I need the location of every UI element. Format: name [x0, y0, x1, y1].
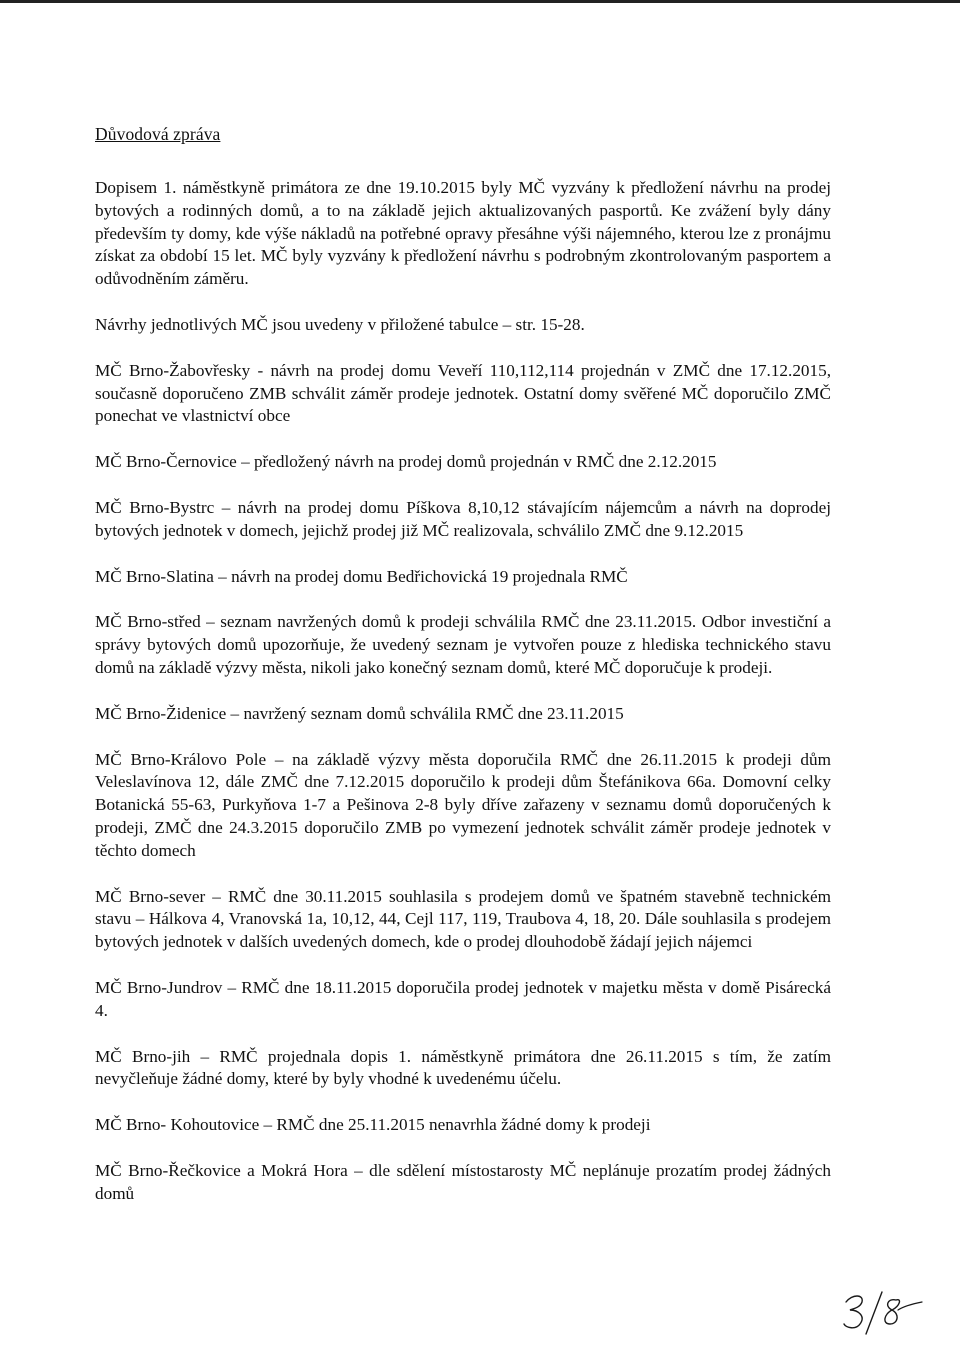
paragraph-cernovice: MČ Brno-Černovice – předložený návrh na prodej domů projednán v RMČ dne 2.12.2015 [95, 452, 717, 472]
paragraph-zidenice: MČ Brno-Židenice – navržený seznam domů schválila RMČ dne 23.11.2015 [95, 703, 624, 723]
handwritten-page-mark [838, 1280, 928, 1340]
document-heading: Důvodová zpráva [95, 124, 221, 144]
paragraph-bystrc: MČ Brno-Bystrc – návrh na prodej domu Píškova 8,10,12 stávajícím nájemcům a návrh na doprodej bytových jednotek v domech, jejichž prodej již MČ realizovala, schválilo ZMČ dne 9.12.2015 [95, 497, 831, 540]
paragraph-reckovice: MČ Brno-Řečkovice a Mokrá Hora – dle sdělení místostarosty MČ neplánuje prozatím prodej žádných domů [95, 1160, 831, 1203]
paragraph-kralovo-pole: MČ Brno-Královo Pole – na základě výzvy města doporučila RMČ dne 26.11.2015 k prodeji dům Veleslavínova 12, dále ZMČ dne 7.12.2015 doporučilo k prodeji dům Štefánikova 66a. Domovní celky Botanická 55-63, Purkyňova 1-7 a Pešinova 2-8 byly dříve zařazeny v seznamu domů doporučených k prodeji, ZMČ dne 24.3.2015 doporučilo ZMB po vymezení jednotek schválit záměr prodeje jednotek v těchto domech [95, 749, 831, 860]
paragraph-zabovresky: MČ Brno-Žabovřesky - návrh na prodej domu Veveří 110,112,114 projednán v ZMČ dne 17.12.2015, současně doporučeno ZMB schválit záměr prodeje jednotek. Ostatní domy svěřené MČ doporučilo ZMČ ponechat ve vlastnictví obce [95, 360, 831, 426]
paragraph-proposals-table: Návrhy jednotlivých MČ jsou uvedeny v přiložené tabulce – str. 15-28. [95, 314, 585, 334]
paragraph-jundrov: MČ Brno-Jundrov – RMČ dne 18.11.2015 doporučila prodej jednotek v majetku města v domě Pisárecká 4. [95, 977, 831, 1020]
paragraph-kohoutovice: MČ Brno- Kohoutovice – RMČ dne 25.11.2015 nenavrhla žádné domy k prodeji [95, 1115, 651, 1135]
paragraph-jih: MČ Brno-jih – RMČ projednala dopis 1. náměstkyně primátora dne 26.11.2015 s tím, že zatím nevyčleňuje žádné domy, které by byly vhodné k uvedenému účelu. [95, 1046, 831, 1089]
paragraph-intro: Dopisem 1. náměstkyně primátora ze dne 19.10.2015 byly MČ vyzvány k předložení návrhu na prodej bytových a rodinných domů, a to na základě jejich aktualizovaných pasportů. Ke zvážení byly dány především ty domy, kde výše nákladů na potřebné opravy přesáhne výši nájemného, kterou lze z pronájmu získat za období 15 let. MČ byly vyzvány k předložení návrhu s podrobným zkontrolovaným pasportem a odůvodněním záměru. [95, 178, 831, 289]
paragraph-sever: MČ Brno-sever – RMČ dne 30.11.2015 souhlasila s prodejem domů ve špatném stavebně technickém stavu – Hálkova 4, Vranovská 1a, 10,12, 44, Cejl 117, 119, Traubova 4, 18, 20. Dále souhlasila s prodejem bytových jednotek v dalších uvedených domech, kde o prodej dlouhodobě žádají jejich nájemci [95, 886, 831, 952]
paragraph-stred: MČ Brno-střed – seznam navržených domů k prodeji schválila RMČ dne 23.11.2015. Odbor investiční a správy bytových domů upozorňuje, že uvedený seznam je vytvořen pouze z hlediska technického stavu domů na základě výzvy města, nikoli jako konečný seznam domů, které MČ doporučuje k prodeji. [95, 612, 831, 677]
scan-top-edge [0, 0, 960, 3]
document-body [95, 177, 831, 1229]
paragraph-slatina: MČ Brno-Slatina – návrh na prodej domu Bedřichovická 19 projednala RMČ [95, 566, 628, 586]
